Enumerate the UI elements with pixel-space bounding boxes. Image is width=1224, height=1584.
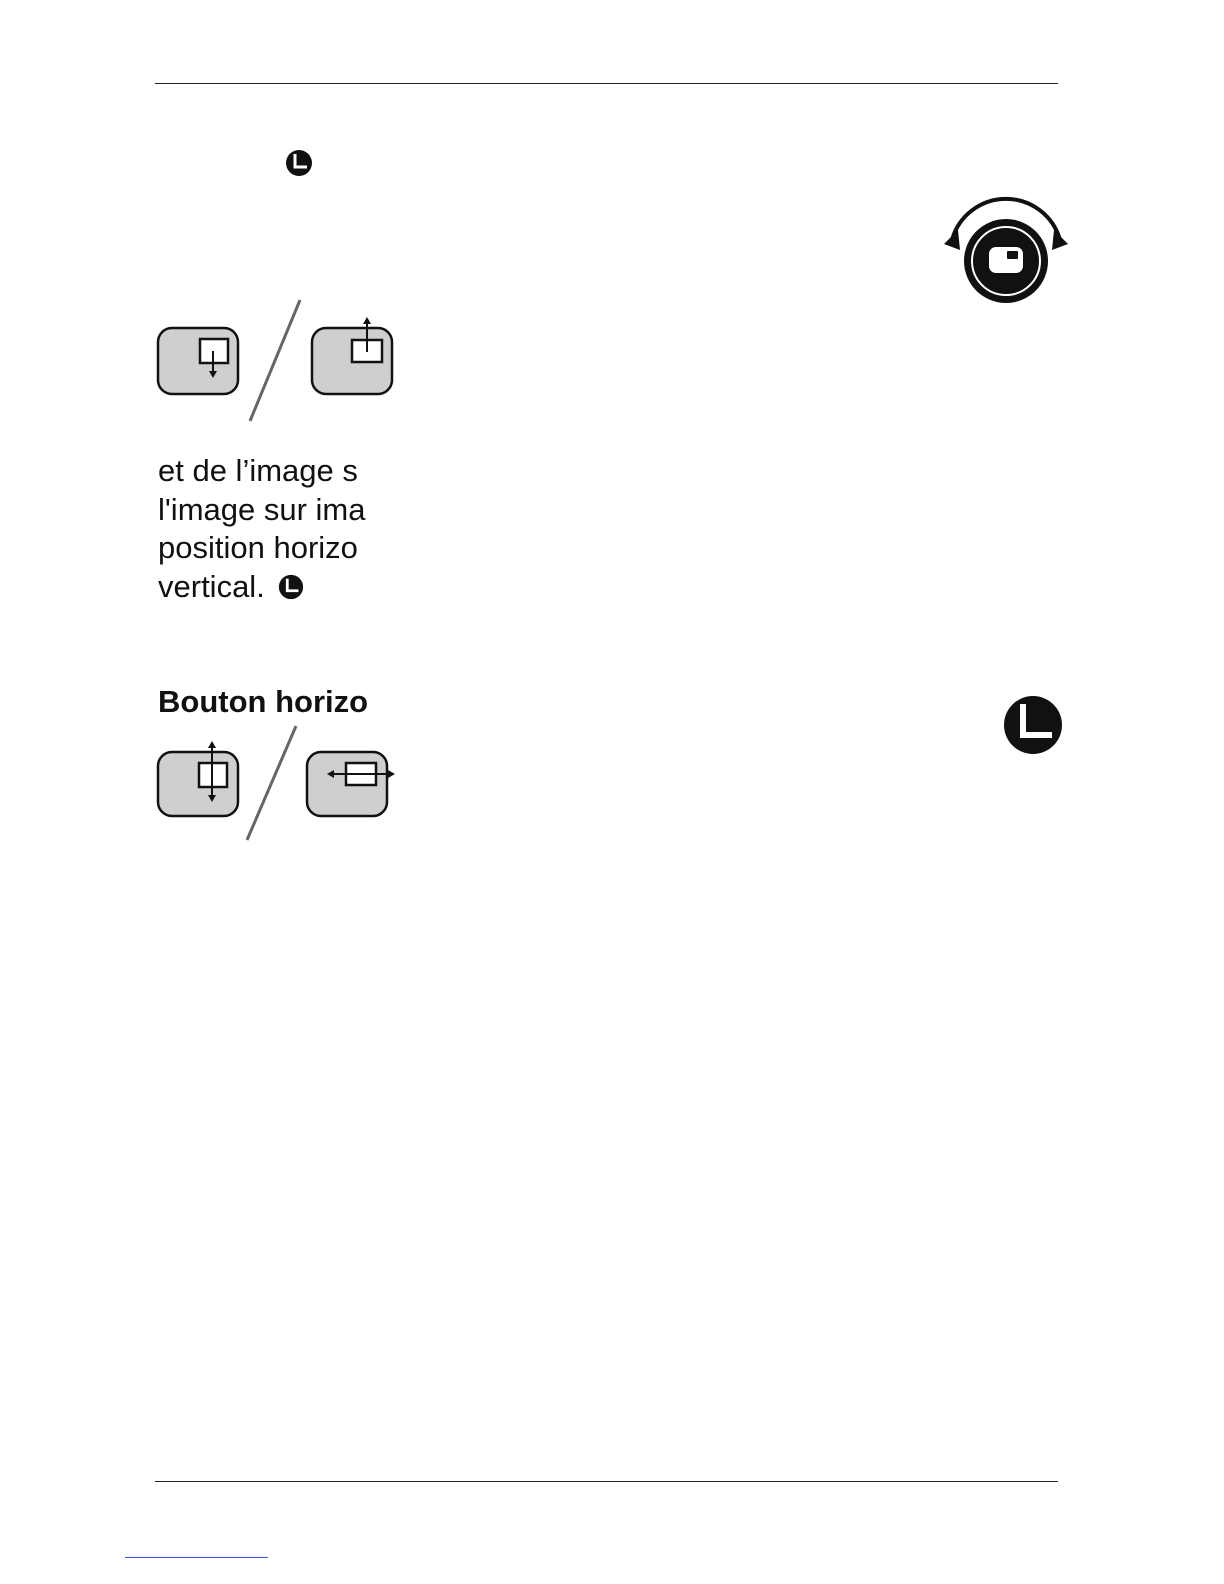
link-underline[interactable] — [125, 1557, 268, 1558]
window-up-icon — [312, 317, 392, 394]
clock-l-icon — [284, 148, 314, 178]
window-vertical-icon — [158, 741, 238, 816]
section-heading: Bouton horizo — [158, 684, 369, 719]
body-paragraph — [158, 452, 390, 606]
rotary-knob-icon — [940, 192, 1072, 310]
clock-l-icon — [277, 573, 305, 601]
window-down-icon — [158, 328, 238, 394]
button-pair-move-vertical — [150, 295, 402, 427]
header-rule — [155, 83, 1058, 84]
paragraph-line-2: l'image sur ima — [158, 491, 366, 527]
window-horizontal-icon — [307, 752, 395, 816]
footer-rule — [155, 1481, 1058, 1482]
button-pair-move-horizontal — [150, 722, 402, 846]
paragraph-line-4: vertical. — [158, 568, 390, 607]
paragraph-line-1: et de l’image s — [158, 453, 358, 488]
paragraph-line-3: position horizo — [158, 530, 358, 565]
clock-l-icon-large — [1002, 694, 1064, 756]
